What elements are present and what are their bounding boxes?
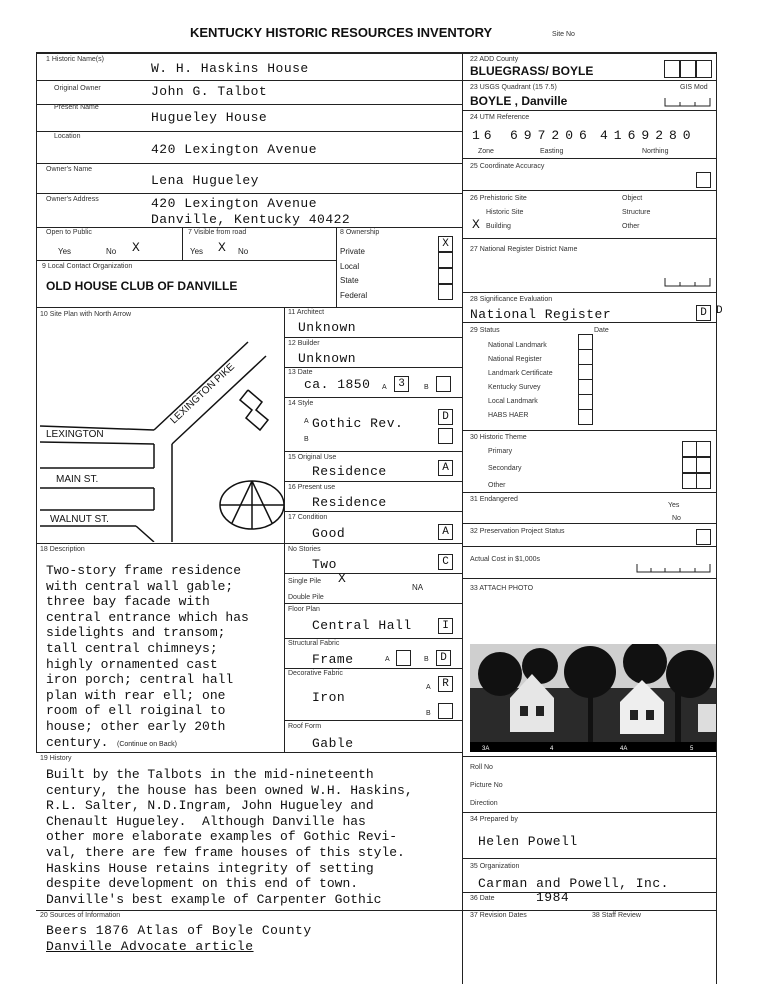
status-landmark-certificate: Landmark Certificate — [488, 370, 553, 377]
street-lexington: LEXINGTON — [46, 429, 104, 440]
house-photo — [470, 644, 716, 752]
county-box-1 — [664, 60, 680, 78]
decorative-b: B — [426, 710, 431, 717]
ownership-box-local — [438, 252, 453, 268]
status-date-label: Date — [594, 327, 609, 334]
status-kentucky-survey: Kentucky Survey — [488, 384, 541, 391]
architect-value: Unknown — [298, 320, 357, 335]
utm-zone-label: Zone — [478, 148, 494, 155]
usgs-label: 23 USGS Quadrant (15 7.5) — [470, 84, 557, 91]
history-text: Built by the Talbots in the mid-nineteenth century, the house has been owned W.H. Haskins, R.L. Salter, N.D.Ingram, John Hugueley and Chenault Hugueley. Although Danville has other more elaborate examples of Gothic Revi- val, there are few frame houses of this style. Haskins House retains integrity of setting despite development on this end of town. Danville's best example of Carpenter Gothic — [46, 767, 413, 907]
structural-a-box — [396, 650, 411, 666]
date-b: B — [424, 384, 429, 391]
gis-label: GIS Mod — [680, 84, 708, 91]
condition-code: A — [438, 524, 453, 540]
roof-form-label: Roof Form — [288, 723, 322, 730]
form-title: KENTUCKY HISTORIC RESOURCES INVENTORY — [190, 25, 493, 40]
stories-value: Two — [312, 557, 337, 572]
date-a: A — [382, 384, 387, 391]
ownership-box-federal — [438, 284, 453, 300]
preservation-label: 32 Preservation Project Status — [470, 528, 565, 535]
significance-label: 28 Significance Evaluation — [470, 296, 553, 303]
decorative-value: Iron — [312, 690, 346, 705]
theme-primary: Primary — [488, 448, 513, 455]
original-use-label: 15 Original Use — [288, 454, 337, 461]
location-value: 420 Lexington Avenue — [151, 142, 318, 157]
film-frame-3a: 3A — [482, 746, 490, 752]
street-main: MAIN ST. — [56, 474, 99, 485]
structural-b: B — [424, 656, 429, 663]
site-plan-label: 10 Site Plan with North Arrow — [40, 311, 132, 318]
status-box-1 — [578, 334, 593, 350]
structural-label: Structural Fabric — [288, 640, 340, 647]
owner-address-label: Owner's Address — [46, 196, 99, 203]
contact-org-value: OLD HOUSE CLUB OF DANVILLE — [46, 279, 238, 293]
structural-code: D — [436, 650, 451, 666]
style-label: 14 Style — [288, 400, 314, 407]
ownership-box-private: X — [438, 236, 453, 252]
contact-org-label: 9 Local Contact Organization — [42, 263, 133, 270]
owner-address-line2: Danville, Kentucky 40422 — [151, 212, 351, 227]
single-pile-mark: X — [338, 571, 347, 586]
nr-district-label: 27 National Register District Name — [470, 246, 578, 253]
ownership-box-state — [438, 268, 453, 284]
organization-value: Carman and Powell, Inc. — [478, 876, 669, 891]
preservation-box — [696, 529, 711, 545]
original-owner-label: Original Owner — [54, 85, 101, 92]
original-use-code: A — [438, 460, 453, 476]
object-label: Object — [622, 195, 643, 202]
usgs-value: BOYLE , Danville — [470, 94, 568, 108]
attach-photo-label: 33 ATTACH PHOTO — [470, 585, 534, 592]
endangered-yes: Yes — [668, 502, 680, 509]
visible-road-no: No — [238, 247, 249, 256]
ownership-local: Local — [340, 262, 360, 271]
status-box-3 — [578, 364, 593, 380]
roll-no-label: Roll No — [470, 764, 493, 771]
status-label: 29 Status — [470, 327, 500, 334]
stories-code: C — [438, 554, 453, 570]
stories-label: No Stories — [288, 546, 321, 553]
visible-road-yes: Yes — [190, 247, 204, 256]
sources-line1: Beers 1876 Atlas of Boyle County — [46, 923, 312, 938]
utm-easting: 697206 — [510, 128, 593, 143]
add-county-value: BLUEGRASS/ BOYLE — [470, 64, 594, 78]
structural-value: Frame — [312, 652, 354, 667]
history-label: 19 History — [40, 755, 72, 762]
coord-accuracy-box — [696, 172, 711, 188]
county-box-2 — [680, 60, 696, 78]
sources-label: 20 Sources of Information — [40, 912, 121, 919]
decorative-label: Decorative Fabric — [288, 670, 343, 677]
decorative-b-box — [438, 703, 453, 719]
single-pile-label: Single Pile — [288, 578, 322, 585]
decorative-a: A — [426, 684, 431, 691]
status-box-6 — [578, 409, 593, 425]
theme-box-6 — [696, 473, 711, 489]
prepared-by-label: 34 Prepared by — [470, 816, 518, 823]
theme-box-4 — [696, 457, 711, 473]
county-box-3 — [696, 60, 712, 78]
direction-label: Direction — [470, 800, 498, 807]
revision-dates-label: 37 Revision Dates — [470, 912, 527, 919]
utm-northing-label: Northing — [642, 148, 669, 155]
status-box-5 — [578, 394, 593, 410]
status-national-landmark: National Landmark — [488, 342, 547, 349]
historic-name-value: W. H. Haskins House — [151, 61, 309, 76]
theme-box-3 — [682, 457, 697, 473]
significance-value: National Register — [470, 307, 612, 322]
floor-plan-value: Central Hall — [312, 618, 412, 633]
theme-other: Other — [488, 482, 506, 489]
style-a: A — [304, 418, 309, 425]
architect-label: 11 Architect — [288, 309, 325, 316]
condition-value: Good — [312, 526, 346, 541]
date-36-value: 1984 — [536, 890, 570, 905]
theme-box-1 — [682, 441, 697, 457]
gis-ticks — [664, 94, 712, 108]
utm-easting-label: Easting — [540, 148, 564, 155]
builder-label: 12 Builder — [288, 340, 320, 347]
historic-site-label: Historic Site — [486, 209, 524, 216]
date-36-label: 36 Date — [470, 895, 495, 902]
floor-plan-label: Floor Plan — [288, 606, 320, 613]
picture-no-label: Picture No — [470, 782, 503, 789]
utm-zone: 16 — [472, 128, 496, 143]
historic-theme-label: 30 Historic Theme — [470, 434, 527, 441]
description-label: 18 Description — [40, 546, 85, 553]
actual-cost-ticks — [636, 560, 712, 574]
street-lexington-pike: LEXINGTON PIKE — [168, 361, 237, 427]
pile-na: NA — [412, 583, 424, 592]
ownership-state: State — [340, 276, 359, 285]
date-code-box: 3 — [394, 376, 409, 392]
add-county-label: 22 ADD County — [470, 56, 519, 63]
owner-name-label: Owner's Name — [46, 166, 93, 173]
visible-road-mark: X — [218, 240, 227, 255]
open-public-yes: Yes — [58, 247, 72, 256]
open-public-label: Open to Public — [46, 229, 92, 236]
condition-label: 17 Condition — [288, 514, 328, 521]
ownership-label: 8 Ownership — [340, 229, 380, 236]
coord-accuracy-label: 25 Coordinate Accuracy — [470, 163, 545, 170]
location-label: Location — [54, 133, 81, 140]
endangered-no: No — [672, 515, 681, 522]
date-b-box — [436, 376, 451, 392]
prehistoric-label: 26 Prehistoric Site — [470, 195, 527, 202]
film-frame-5: 5 — [690, 746, 694, 752]
original-owner-value: John G. Talbot — [151, 84, 268, 99]
date-label: 13 Date — [288, 369, 313, 376]
significance-extra: D — [716, 305, 724, 317]
builder-value: Unknown — [298, 351, 357, 366]
film-frame-4a: 4A — [620, 746, 628, 752]
status-box-2 — [578, 349, 593, 365]
style-b-box — [438, 428, 453, 444]
roof-form-value: Gable — [312, 736, 354, 751]
building-label: Building — [486, 223, 511, 230]
present-name-value: Hugueley House — [151, 110, 268, 125]
ownership-private: Private — [340, 247, 365, 256]
visible-road-label: 7 Visible from road — [188, 229, 247, 236]
organization-label: 35 Organization — [470, 863, 520, 870]
style-value: Gothic Rev. — [312, 416, 404, 431]
description-text: Two-story frame residence with central wall gable; three bay facade with central entrance which has sidelights and transom; tall central chimneys; highly ornamented cast iron porch; central hall plan with rear ell; one room of ell roiginal to house; other early 20th century. — [46, 563, 249, 750]
structural-a: A — [385, 656, 390, 663]
endangered-label: 31 Endangered — [470, 496, 518, 503]
structure-label: Structure — [622, 209, 651, 216]
actual-cost-label: Actual Cost in $1,000s — [470, 556, 541, 563]
present-use-value: Residence — [312, 495, 387, 510]
site-no-label: Site No — [552, 31, 575, 38]
present-name-label: Present Name — [54, 104, 99, 111]
status-habs-haer: HABS HAER — [488, 412, 529, 419]
other-label: Other — [622, 223, 640, 230]
utm-northing: 4169280 — [600, 128, 697, 143]
open-public-mark: X — [132, 240, 141, 255]
style-code-box: D — [438, 409, 453, 425]
status-box-4 — [578, 379, 593, 395]
style-b: B — [304, 436, 309, 443]
status-local-landmark: Local Landmark — [488, 398, 538, 405]
staff-review-label: 38 Staff Review — [592, 912, 641, 919]
floor-plan-code: I — [438, 618, 453, 634]
status-national-register: National Register — [488, 356, 542, 363]
date-value: ca. 1850 — [304, 377, 371, 392]
historic-name-label: 1 Historic Name(s) — [46, 56, 104, 63]
film-frame-4: 4 — [550, 746, 554, 752]
building-mark: X — [472, 217, 481, 232]
description-continue: (Continue on Back) — [117, 741, 177, 748]
present-use-label: 16 Present use — [288, 484, 336, 491]
significance-code: D — [696, 305, 711, 321]
original-use-value: Residence — [312, 464, 387, 479]
theme-secondary: Secondary — [488, 465, 522, 472]
double-pile-label: Double Pile — [288, 594, 324, 601]
site-plan-map — [36, 320, 284, 542]
owner-address-line1: 420 Lexington Avenue — [151, 196, 318, 211]
theme-box-2 — [696, 441, 711, 457]
owner-name-value: Lena Hugueley — [151, 173, 259, 188]
sources-line2: Danville Advocate article — [46, 939, 254, 954]
street-walnut: WALNUT ST. — [50, 514, 109, 525]
nr-district-ticks — [664, 274, 712, 288]
prepared-by-value: Helen Powell — [478, 834, 578, 849]
theme-box-5 — [682, 473, 697, 489]
decorative-code: R — [438, 676, 453, 692]
ownership-federal: Federal — [340, 291, 368, 300]
utm-label: 24 UTM Reference — [470, 114, 530, 121]
open-public-no: No — [106, 247, 117, 256]
